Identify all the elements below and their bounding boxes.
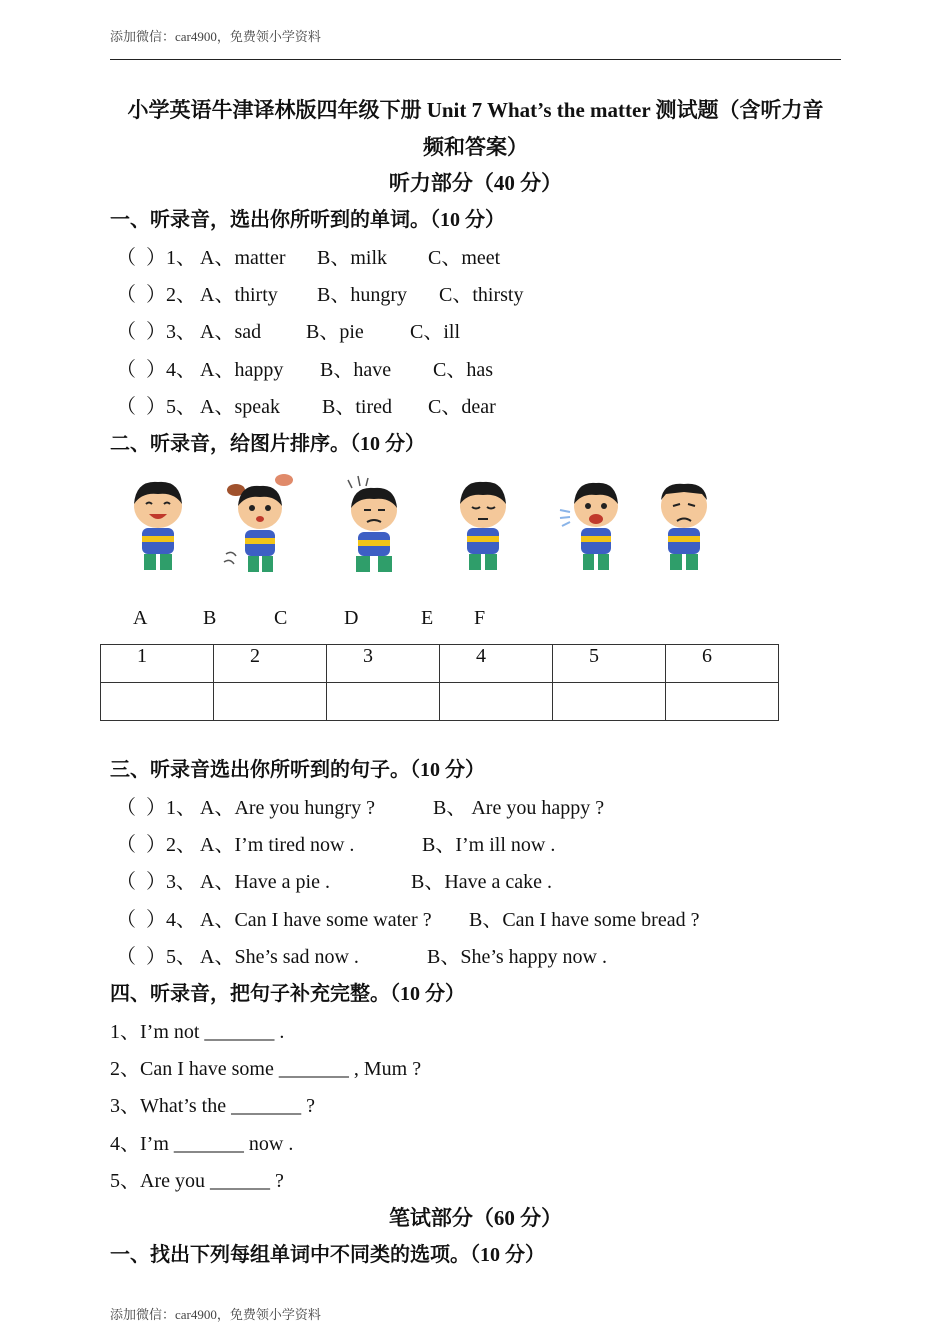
written-heading: 笔试部分（60 分） bbox=[388, 1206, 563, 1230]
item-number: （ ）1、 bbox=[116, 247, 196, 269]
picture-label: C bbox=[274, 607, 288, 629]
answer-column-header: 4 bbox=[440, 645, 553, 683]
header-divider bbox=[110, 59, 841, 60]
answer-column-header: 3 bbox=[327, 645, 440, 683]
section1-heading: 一、听录音，选出你所听到的单词。（10 分） bbox=[110, 209, 505, 231]
item-number: （ ）3、 bbox=[116, 321, 196, 343]
answer-cell[interactable] bbox=[553, 683, 666, 721]
picture-label: B bbox=[203, 607, 217, 629]
option-b: B、tired bbox=[322, 396, 392, 418]
option-b: B、hungry bbox=[317, 284, 407, 306]
document-title-line2: 频和答案） bbox=[423, 135, 528, 159]
section3-heading: 三、听录音选出你所听到的句子。（10 分） bbox=[110, 759, 485, 781]
section2-heading: 二、听录音，给图片排序。（10 分） bbox=[110, 433, 425, 455]
option-a: A、speak bbox=[200, 396, 280, 418]
option-b: B、She’s happy now . bbox=[427, 946, 607, 968]
picture-label: D bbox=[344, 607, 359, 629]
option-b: B、have bbox=[320, 359, 392, 381]
answer-table bbox=[100, 644, 779, 721]
option-a: A、I’m tired now . bbox=[200, 834, 355, 856]
option-a: A、She’s sad now . bbox=[200, 946, 359, 968]
boy-sad-picture bbox=[644, 470, 724, 580]
answer-cell[interactable] bbox=[440, 683, 553, 721]
header-note: 添加微信：car4900，免费领小学资料 bbox=[110, 29, 321, 44]
item-number: （ ）1、 bbox=[116, 797, 196, 819]
answer-cell[interactable] bbox=[214, 683, 327, 721]
listening-heading: 听力部分（40 分） bbox=[388, 171, 563, 195]
answer-cell[interactable] bbox=[101, 683, 214, 721]
option-c: C、ill bbox=[410, 321, 461, 343]
boy-hungry-picture bbox=[218, 470, 298, 580]
answer-cell[interactable] bbox=[327, 683, 440, 721]
item-number: （ ）3、 bbox=[116, 871, 196, 893]
document-title-line1: 小学英语牛津译林版四年级下册 Unit 7 What’s the matter 测试题（含听力音 bbox=[127, 98, 824, 122]
picture-label: E bbox=[421, 607, 434, 629]
boy-thirsty-picture bbox=[550, 470, 630, 580]
item-number: （ ）5、 bbox=[116, 946, 196, 968]
option-b: B、milk bbox=[317, 247, 388, 269]
option-b: B、 Are you happy ? bbox=[433, 797, 605, 819]
item-number: （ ）4、 bbox=[116, 909, 196, 931]
option-b: B、Have a cake . bbox=[411, 871, 553, 893]
option-c: C、thirsty bbox=[439, 284, 524, 306]
written-section1-heading: 一、找出下列每组单词中不同类的选项。（10 分） bbox=[110, 1244, 545, 1266]
boy-tired-picture bbox=[443, 470, 523, 580]
picture-label: A bbox=[133, 607, 148, 629]
option-a: A、Are you hungry ? bbox=[200, 797, 375, 819]
item-number: （ ）2、 bbox=[116, 834, 196, 856]
option-a: A、sad bbox=[200, 321, 262, 343]
fill-blank-sentence: 2、Can I have some _______ , Mum ? bbox=[110, 1058, 422, 1080]
option-b: B、pie bbox=[306, 321, 364, 343]
option-a: A、Have a pie . bbox=[200, 871, 330, 893]
option-b: B、Can I have some bread ? bbox=[469, 909, 700, 931]
footer-note: 添加微信：car4900，免费领小学资料 bbox=[110, 1307, 321, 1322]
option-a: A、Can I have some water ? bbox=[200, 909, 432, 931]
answer-table-blank-row bbox=[101, 683, 779, 721]
answer-cell[interactable] bbox=[666, 683, 779, 721]
answer-column-header: 2 bbox=[214, 645, 327, 683]
fill-blank-sentence: 1、I’m not _______ . bbox=[110, 1021, 285, 1043]
fill-blank-sentence: 4、I’m _______ now . bbox=[110, 1133, 294, 1155]
fill-blank-sentence: 5、Are you ______ ? bbox=[110, 1170, 284, 1192]
item-number: （ ）4、 bbox=[116, 359, 196, 381]
answer-column-header: 1 bbox=[101, 645, 214, 683]
option-c: C、has bbox=[433, 359, 493, 381]
section4-heading: 四、听录音，把句子补充完整。（10 分） bbox=[110, 983, 465, 1005]
item-number: （ ）5、 bbox=[116, 396, 196, 418]
item-number: （ ）2、 bbox=[116, 284, 196, 306]
option-b: B、I’m ill now . bbox=[422, 834, 556, 856]
answer-column-header: 5 bbox=[553, 645, 666, 683]
option-c: C、dear bbox=[428, 396, 496, 418]
option-a: A、happy bbox=[200, 359, 284, 381]
boy-ill-picture bbox=[334, 470, 414, 580]
fill-blank-sentence: 3、What’s the _______ ? bbox=[110, 1095, 315, 1117]
option-a: A、matter bbox=[200, 247, 286, 269]
boy-happy-picture bbox=[118, 470, 198, 580]
answer-table-header-row bbox=[101, 645, 779, 683]
option-c: C、meet bbox=[428, 247, 501, 269]
option-a: A、thirty bbox=[200, 284, 278, 306]
picture-label: F bbox=[474, 607, 486, 629]
answer-column-header: 6 bbox=[666, 645, 779, 683]
